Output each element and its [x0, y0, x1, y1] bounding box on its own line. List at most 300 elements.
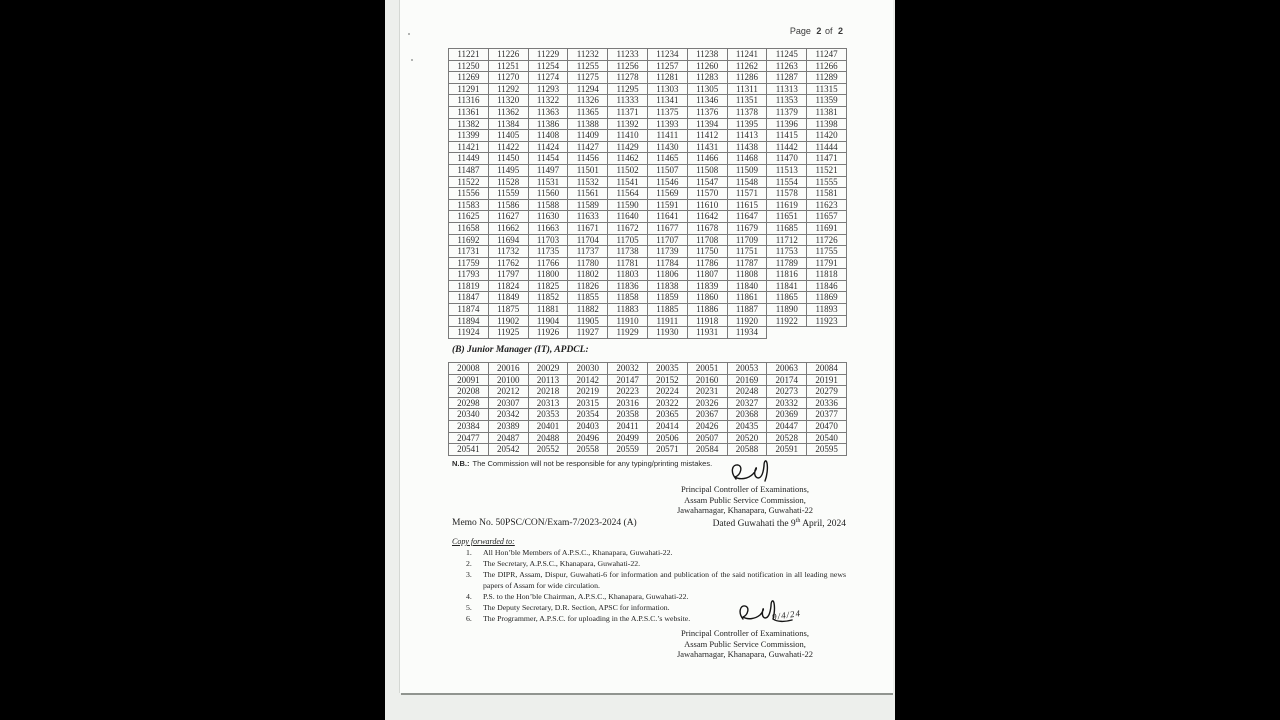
roll-number-cell: 11351 [727, 95, 767, 107]
roll-number-cell: 20016 [488, 363, 528, 375]
roll-number-cell: 11528 [488, 176, 528, 188]
roll-number-cell: 11855 [568, 292, 608, 304]
roll-number-cell: 11847 [449, 292, 489, 304]
roll-number-cell: 20377 [807, 409, 847, 421]
roll-number-row [449, 386, 847, 398]
roll-number-cell: 20313 [528, 397, 568, 409]
roll-number-cell: 20212 [488, 386, 528, 398]
roll-number-cell: 11254 [528, 60, 568, 72]
roll-number-cell: 20520 [727, 432, 767, 444]
roll-number-cell: 11381 [807, 106, 847, 118]
roll-number-cell: 11450 [488, 153, 528, 165]
roll-number-cell: 20477 [449, 432, 489, 444]
roll-number-cell: 11413 [727, 130, 767, 142]
roll-number-cell: 11762 [488, 257, 528, 269]
roll-number-cell: 20358 [608, 409, 648, 421]
page-number: 2 [816, 26, 822, 36]
roll-number-cell: 11927 [568, 327, 608, 339]
roll-number-cell: 20401 [528, 420, 568, 432]
item-number: 6. [466, 614, 472, 623]
roll-number-row [449, 188, 847, 200]
roll-number-cell: 11229 [528, 49, 568, 61]
roll-number-cell: 11470 [767, 153, 807, 165]
roll-number-cell: 11556 [449, 188, 489, 200]
roll-number-cell: 11858 [608, 292, 648, 304]
roll-number-cell: 11838 [647, 280, 687, 292]
item-text: The Secretary, A.P.S.C., Khanapara, Guwahati-22. [483, 559, 641, 568]
roll-number-cell: 11221 [449, 49, 489, 61]
roll-number-cell: 20426 [687, 420, 727, 432]
roll-number-row [449, 304, 847, 316]
roll-number-cell: 20340 [449, 409, 489, 421]
roll-number-cell: 11361 [449, 106, 489, 118]
roll-number-cell: 11456 [568, 153, 608, 165]
roll-number-cell: 20332 [767, 397, 807, 409]
roll-number-cell: 20470 [807, 420, 847, 432]
roll-number-cell: 11633 [568, 211, 608, 223]
nb-note [452, 459, 712, 468]
roll-number-cell: 20496 [568, 432, 608, 444]
memo-date-text: Dated Guwahati the 9 [712, 519, 796, 530]
roll-number-row [449, 234, 847, 246]
roll-number-cell: 11415 [767, 130, 807, 142]
roll-number-cell: 11902 [488, 315, 528, 327]
roll-number-cell: 11420 [807, 130, 847, 142]
roll-number-cell: 20113 [528, 374, 568, 386]
roll-number-cell: 11541 [608, 176, 648, 188]
roll-number-cell: 20030 [568, 363, 608, 375]
roll-number-cell: 11399 [449, 130, 489, 142]
roll-number-cell: 11627 [488, 211, 528, 223]
roll-number-cell: 11293 [528, 83, 568, 95]
roll-number-cell: 11346 [687, 95, 727, 107]
memo-row [452, 518, 846, 529]
roll-number-cell: 20091 [449, 374, 489, 386]
roll-number-cell: 11424 [528, 141, 568, 153]
roll-number-cell: 11295 [608, 83, 648, 95]
roll-number-cell: 11860 [687, 292, 727, 304]
roll-number-cell: 11759 [449, 257, 489, 269]
roll-number-cell: 20411 [608, 420, 648, 432]
roll-number-cell: 11555 [807, 176, 847, 188]
roll-number-cell: 11849 [488, 292, 528, 304]
roll-number-row [449, 409, 847, 421]
roll-number-cell: 11378 [727, 106, 767, 118]
roll-number-cell: 11250 [449, 60, 489, 72]
roll-number-cell: 11881 [528, 304, 568, 316]
roll-number-cell: 11910 [608, 315, 648, 327]
roll-number-cell: 11241 [727, 49, 767, 61]
scan-speck [411, 59, 413, 61]
list-item [466, 569, 846, 591]
item-number: 3. [466, 570, 472, 579]
designation-line: Principal Controller of Examinations, [681, 628, 809, 638]
roll-number-cell: 20051 [687, 363, 727, 375]
roll-number-cell: 11560 [528, 188, 568, 200]
roll-number-cell: 11561 [568, 188, 608, 200]
roll-number-cell: 11315 [807, 83, 847, 95]
roll-number-cell: 11559 [488, 188, 528, 200]
roll-number-cell: 20541 [449, 444, 489, 456]
roll-number-cell: 11623 [807, 199, 847, 211]
roll-number-cell: 20506 [647, 432, 687, 444]
roll-number-cell: 11803 [608, 269, 648, 281]
roll-number-row [449, 246, 847, 258]
roll-number-cell: 20327 [727, 397, 767, 409]
roll-number-cell: 11786 [687, 257, 727, 269]
roll-number-cell: 11694 [488, 234, 528, 246]
roll-number-row [449, 420, 847, 432]
nb-label: N.B.: [452, 459, 470, 468]
roll-number-cell: 20353 [528, 409, 568, 421]
roll-number-row [449, 106, 847, 118]
roll-number-cell: 20499 [608, 432, 648, 444]
roll-number-cell: 11930 [647, 327, 687, 339]
roll-number-cell: 11495 [488, 164, 528, 176]
roll-number-row [449, 397, 847, 409]
roll-number-cell: 11887 [727, 304, 767, 316]
roll-number-cell: 20063 [767, 363, 807, 375]
roll-number-cell: 20307 [488, 397, 528, 409]
address-line: Jawaharnagar, Khanapara, Guwahati-22 [676, 649, 814, 659]
roll-number-cell: 11922 [767, 315, 807, 327]
item-text: All Hon’ble Members of A.P.S.C., Khanapara, Guwahati-22. [483, 548, 673, 557]
address-line: Jawaharnagar, Khanapara, Guwahati-22 [676, 505, 814, 515]
roll-number-cell: 11839 [687, 280, 727, 292]
roll-number-cell: 11316 [449, 95, 489, 107]
roll-number-row [449, 60, 847, 72]
roll-number-cell: 11547 [687, 176, 727, 188]
roll-number-cell: 20100 [488, 374, 528, 386]
roll-number-cell: 11619 [767, 199, 807, 211]
roll-number-cell: 11286 [727, 72, 767, 84]
roll-number-cell: 20231 [687, 386, 727, 398]
roll-number-cell: 20367 [687, 409, 727, 421]
roll-number-row [449, 257, 847, 269]
roll-number-cell: 11882 [568, 304, 608, 316]
roll-number-cell: 20084 [807, 363, 847, 375]
roll-number-cell: 11548 [727, 176, 767, 188]
roll-number-cell: 20322 [647, 397, 687, 409]
item-number: 1. [466, 548, 472, 557]
roll-number-cell: 11738 [608, 246, 648, 258]
roll-number-cell: 20365 [647, 409, 687, 421]
roll-number-row [449, 153, 847, 165]
roll-number-cell: 11739 [647, 246, 687, 258]
roll-number-cell: 11257 [647, 60, 687, 72]
signature-scribble-icon [728, 457, 776, 487]
roll-number-cell: 11465 [647, 153, 687, 165]
roll-number-cell: 11658 [449, 222, 489, 234]
roll-number-cell: 20384 [449, 420, 489, 432]
roll-number-cell: 11726 [807, 234, 847, 246]
roll-number-cell: 11678 [687, 222, 727, 234]
roll-number-cell: 11918 [687, 315, 727, 327]
roll-number-cell: 11841 [767, 280, 807, 292]
roll-number-cell: 11462 [608, 153, 648, 165]
roll-number-cell: 11454 [528, 153, 568, 165]
roll-number-cell: 20540 [807, 432, 847, 444]
roll-number-cell: 11791 [807, 257, 847, 269]
roll-number-cell: 11750 [687, 246, 727, 258]
roll-number-cell: 11233 [608, 49, 648, 61]
roll-number-cell: 11818 [807, 269, 847, 281]
roll-number-cell: 20008 [449, 363, 489, 375]
roll-number-cell: 11640 [608, 211, 648, 223]
roll-number-cell: 11647 [727, 211, 767, 223]
item-text: P.S. to the Hon’ble Chairman, A.P.S.C., Khanapara, Guwahati-22. [483, 592, 689, 601]
roll-number-cell: 20279 [807, 386, 847, 398]
roll-number-cell: 11705 [608, 234, 648, 246]
organisation-line: Assam Public Service Commission, [684, 638, 806, 649]
roll-number-cell: 11444 [807, 141, 847, 153]
roll-number-cell: 11398 [807, 118, 847, 130]
roll-number-cell: 20571 [647, 444, 687, 456]
roll-number-cell: 11405 [488, 130, 528, 142]
roll-number-cell: 11270 [488, 72, 528, 84]
roll-number-cell: 11924 [449, 327, 489, 339]
roll-number-row [449, 374, 847, 386]
roll-number-cell: 11642 [687, 211, 727, 223]
roll-number-cell: 11925 [488, 327, 528, 339]
memo-date-rest: April, 2024 [800, 519, 846, 530]
roll-number-cell: 11275 [568, 72, 608, 84]
roll-number-row [449, 222, 847, 234]
roll-number-cell: 11737 [568, 246, 608, 258]
item-number: 2. [466, 559, 472, 568]
memo-date [713, 518, 846, 529]
roll-number-cell: 11245 [767, 49, 807, 61]
roll-number-cell: 11578 [767, 188, 807, 200]
roll-number-cell: 11564 [608, 188, 648, 200]
roll-number-cell: 11341 [647, 95, 687, 107]
roll-number-cell: 11313 [767, 83, 807, 95]
roll-number-row [449, 199, 847, 211]
page-edge-shadow [401, 693, 893, 695]
section-b-heading: (B) Junior Manager (IT), APDCL: [452, 345, 589, 355]
roll-number-cell: 11708 [687, 234, 727, 246]
list-item [466, 558, 846, 569]
roll-number-cell: 20595 [807, 444, 847, 456]
roll-number-cell: 11852 [528, 292, 568, 304]
roll-number-cell: 11311 [727, 83, 767, 95]
roll-number-cell: 11691 [807, 222, 847, 234]
roll-number-cell: 11735 [528, 246, 568, 258]
roll-number-cell: 11591 [647, 199, 687, 211]
roll-number-cell: 11571 [727, 188, 767, 200]
roll-number-cell: 11926 [528, 327, 568, 339]
roll-number-cell: 11262 [727, 60, 767, 72]
roll-number-cell: 11819 [449, 280, 489, 292]
roll-number-cell: 11363 [528, 106, 568, 118]
roll-number-cell: 11677 [647, 222, 687, 234]
roll-number-row [449, 176, 847, 188]
roll-number-cell: 11934 [727, 327, 767, 339]
item-text: The Deputy Secretary, D.R. Section, APSC for information. [483, 603, 670, 612]
roll-number-cell: 11388 [568, 118, 608, 130]
roll-number-cell: 20389 [488, 420, 528, 432]
roll-number-cell: 20218 [528, 386, 568, 398]
organisation-line: Assam Public Service Commission, [684, 494, 806, 505]
roll-number-cell: 11513 [767, 164, 807, 176]
roll-number-cell: 11894 [449, 315, 489, 327]
roll-number-cell: 20248 [727, 386, 767, 398]
roll-number-cell: 11865 [767, 292, 807, 304]
roll-number-row [449, 432, 847, 444]
roll-number-cell: 11431 [687, 141, 727, 153]
roll-number-cell: 11362 [488, 106, 528, 118]
roll-number-cell: 11392 [608, 118, 648, 130]
roll-number-cell: 11238 [687, 49, 727, 61]
roll-number-cell: 11800 [528, 269, 568, 281]
roll-number-cell: 11251 [488, 60, 528, 72]
roll-number-cell: 11807 [687, 269, 727, 281]
roll-number-cell: 20528 [767, 432, 807, 444]
roll-number-cell: 20542 [488, 444, 528, 456]
roll-number-cell: 11802 [568, 269, 608, 281]
roll-number-cell: 20053 [727, 363, 767, 375]
roll-number-cell: 11893 [807, 304, 847, 316]
roll-number-cell: 11507 [647, 164, 687, 176]
roll-number-row [449, 83, 847, 95]
roll-number-cell: 11861 [727, 292, 767, 304]
roll-number-cell: 11755 [807, 246, 847, 258]
roll-number-cell: 20588 [727, 444, 767, 456]
roll-number-cell: 20447 [767, 420, 807, 432]
roll-number-row [449, 95, 847, 107]
roll-number-cell: 20035 [647, 363, 687, 375]
roll-number-cell: 11429 [608, 141, 648, 153]
roll-number-cell: 11586 [488, 199, 528, 211]
roll-number-cell: 11780 [568, 257, 608, 269]
roll-number-cell: 20591 [767, 444, 807, 456]
roll-number-cell: 11712 [767, 234, 807, 246]
page-total: 2 [837, 26, 843, 36]
roll-number-row [449, 49, 847, 61]
roll-number-cell: 20507 [687, 432, 727, 444]
roll-number-cell: 11840 [727, 280, 767, 292]
roll-number-row [449, 164, 847, 176]
roll-number-cell: 20032 [608, 363, 648, 375]
item-text: The DIPR, Assam, Dispur, Guwahati-6 for information and publication of the said notification in all leading news papers of Assam for wide circulation. [483, 570, 846, 590]
roll-number-cell: 11287 [767, 72, 807, 84]
roll-number-cell: 20487 [488, 432, 528, 444]
roll-number-cell: 11732 [488, 246, 528, 258]
roll-number-cell: 11320 [488, 95, 528, 107]
roll-number-row [449, 315, 847, 327]
roll-number-cell: 11885 [647, 304, 687, 316]
roll-number-cell: 11920 [727, 315, 767, 327]
roll-number-cell: 20315 [568, 397, 608, 409]
roll-number-cell: 20147 [608, 374, 648, 386]
roll-number-cell: 11442 [767, 141, 807, 153]
roll-number-cell: 11289 [807, 72, 847, 84]
roll-number-cell: 11615 [727, 199, 767, 211]
roll-number-cell: 11657 [807, 211, 847, 223]
roll-number-cell: 11501 [568, 164, 608, 176]
roll-number-cell: 20224 [647, 386, 687, 398]
roll-number-row [449, 292, 847, 304]
roll-number-cell: 20029 [528, 363, 568, 375]
roll-number-cell: 20403 [568, 420, 608, 432]
roll-number-cell: 20174 [767, 374, 807, 386]
roll-number-row [449, 363, 847, 375]
roll-number-cell: 11422 [488, 141, 528, 153]
roll-number-cell: 11588 [528, 199, 568, 211]
roll-number-cell: 11685 [767, 222, 807, 234]
roll-number-cell: 11883 [608, 304, 648, 316]
roll-number-row [449, 444, 847, 456]
roll-number-cell: 20488 [528, 432, 568, 444]
roll-number-cell: 11554 [767, 176, 807, 188]
roll-number-cell: 11269 [449, 72, 489, 84]
nb-text: The Commission will not be responsible for any typing/printing mistakes. [472, 459, 713, 468]
roll-number-cell: 11679 [727, 222, 767, 234]
roll-number-cell: 11662 [488, 222, 528, 234]
roll-number-cell: 20160 [687, 374, 727, 386]
roll-number-cell: 11569 [647, 188, 687, 200]
roll-number-row [449, 118, 847, 130]
roll-number-cell: 20369 [767, 409, 807, 421]
roll-number-cell: 11521 [807, 164, 847, 176]
roll-number-cell: 11625 [449, 211, 489, 223]
roll-number-cell: 20273 [767, 386, 807, 398]
item-text: The Programmer, A.P.S.C. for uploading in the A.P.S.C.’s website. [483, 614, 691, 623]
roll-number-cell: 11904 [528, 315, 568, 327]
roll-number-cell: 11751 [727, 246, 767, 258]
page-number-header [790, 26, 844, 36]
roll-number-cell: 20368 [727, 409, 767, 421]
roll-number-cell: 11508 [687, 164, 727, 176]
roll-number-cell: 11379 [767, 106, 807, 118]
roll-number-cell: 11421 [449, 141, 489, 153]
roll-number-cell: 20169 [727, 374, 767, 386]
roll-number-cell: 11816 [767, 269, 807, 281]
roll-number-cell: 11395 [727, 118, 767, 130]
roll-number-cell: 11305 [687, 83, 727, 95]
roll-number-cell: 11497 [528, 164, 568, 176]
item-number: 4. [466, 592, 472, 601]
handwritten-date: 9/4/24 [771, 608, 802, 622]
roll-number-cell: 11365 [568, 106, 608, 118]
roll-number-row [449, 141, 847, 153]
roll-number-cell: 11826 [568, 280, 608, 292]
roll-number-cell: 20326 [687, 397, 727, 409]
roll-number-cell: 11709 [727, 234, 767, 246]
roll-number-cell: 11283 [687, 72, 727, 84]
roll-number-cell: 11753 [767, 246, 807, 258]
roll-number-row [449, 211, 847, 223]
roll-number-cell: 11281 [647, 72, 687, 84]
roll-number-cell: 11393 [647, 118, 687, 130]
roll-number-cell: 11875 [488, 304, 528, 316]
roll-number-cell: 11787 [727, 257, 767, 269]
roll-number-cell: 11671 [568, 222, 608, 234]
roll-number-cell: 20142 [568, 374, 608, 386]
memo-date-ordinal: th [795, 518, 801, 524]
roll-number-cell: 11808 [727, 269, 767, 281]
roll-number-cell: 11806 [647, 269, 687, 281]
roll-number-cell: 11291 [449, 83, 489, 95]
roll-number-cell: 11376 [687, 106, 727, 118]
roll-number-cell: 20552 [528, 444, 568, 456]
roll-number-cell: 11471 [807, 153, 847, 165]
signature-block-1 [670, 484, 820, 516]
roll-number-cell: 20191 [807, 374, 847, 386]
roll-number-cell: 11651 [767, 211, 807, 223]
roll-number-cell: 11449 [449, 153, 489, 165]
roll-number-cell: 11333 [608, 95, 648, 107]
